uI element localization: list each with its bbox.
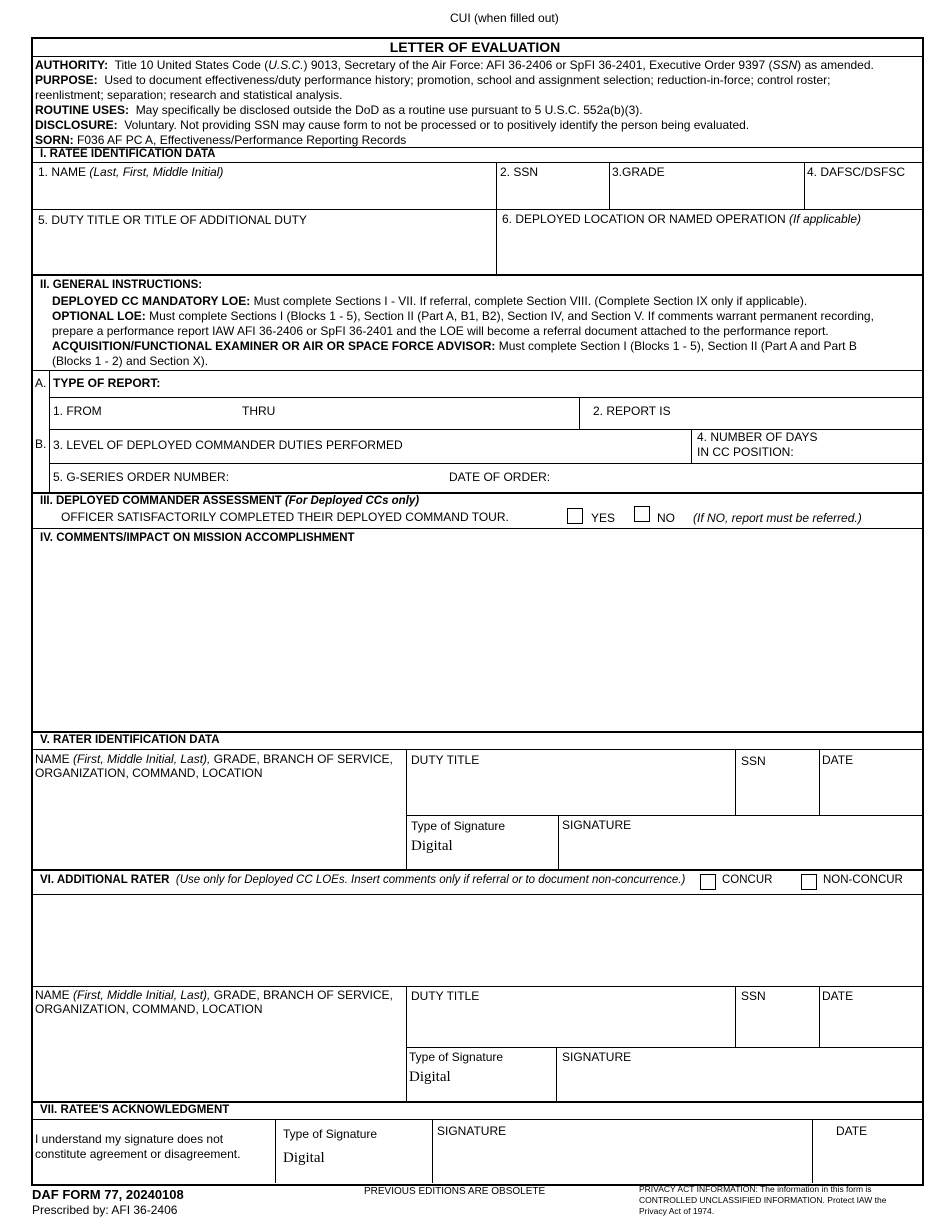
authority-label: AUTHORITY: (35, 58, 109, 72)
section-5-header: V. RATER IDENTIFICATION DATA (40, 734, 220, 746)
name-hint: (First, Middle Initial, Last), (73, 988, 211, 1002)
divider (735, 749, 736, 815)
divider (31, 528, 923, 529)
disclosure-label: DISCLOSURE: (35, 118, 118, 132)
instruction-label: DEPLOYED CC MANDATORY LOE: (52, 294, 251, 308)
section-3-title: III. DEPLOYED COMMANDER ASSESSMENT (40, 495, 282, 507)
duty-title-field[interactable]: 5. DUTY TITLE OR TITLE OF ADDITIONAL DUTY (38, 213, 307, 227)
sig-type-label: Type of Signature (283, 1127, 378, 1141)
order-date-field[interactable]: DATE OF ORDER: (449, 470, 551, 484)
add-rater-ssn-field[interactable]: SSN (741, 989, 766, 1003)
ratee-signature-field[interactable]: SIGNATURE (437, 1124, 507, 1138)
divider (31, 274, 923, 276)
statement-line-2: constitute agreement or disagreement. (35, 1147, 241, 1161)
concur-checkbox[interactable] (700, 874, 716, 890)
divider (31, 209, 923, 210)
section-1-header: I. RATEE IDENTIFICATION DATA (40, 148, 216, 160)
prescribed-by: Prescribed by: AFI 36-2406 (32, 1203, 178, 1217)
purpose-text-2: reenlistment; separation; research and statistical analysis. (35, 88, 343, 102)
deployed-location-hint: (If applicable) (788, 212, 861, 226)
days-label-1: 4. NUMBER OF DAYS (697, 430, 818, 444)
section-6-title: VI. ADDITIONAL RATER (40, 874, 170, 886)
no-label: NO (657, 511, 675, 525)
no-checkbox[interactable] (634, 506, 650, 522)
divider (804, 162, 805, 210)
name-label-2: GRADE, BRANCH OF SERVICE, (210, 988, 393, 1002)
name-label-3: ORGANIZATION, COMMAND, LOCATION (35, 766, 263, 780)
divider (819, 749, 820, 815)
authority-usc: U.S.C. (268, 58, 304, 72)
instruction-label: OPTIONAL LOE: (52, 309, 146, 323)
add-rater-name-field[interactable] (35, 988, 393, 1016)
divider (49, 397, 923, 398)
add-rater-sig-type-value[interactable]: Digital (409, 1069, 451, 1085)
instruction-text: Must complete Section I (Blocks 1 - 5), Section II (Part A and Part B (498, 339, 857, 353)
divider (49, 370, 50, 493)
divider (735, 986, 736, 1047)
section-6-header (40, 874, 685, 886)
comments-textarea[interactable] (33, 548, 921, 730)
routine-text: May specifically be disclosed outside the DoD as a routine use pursuant to 5 U.S.C. 552a(b)(3). (135, 103, 643, 117)
yes-checkbox[interactable] (567, 508, 583, 524)
divider (31, 749, 923, 750)
authority-text-2: ) 9013, Secretary of the Air Force: AFI 36-2406 or SpFI 36-2401, Executive Order 9397 ( (303, 58, 773, 72)
nonconcur-label: NON-CONCUR (823, 874, 903, 886)
sorn-text: F036 AF PC A, Effectiveness/Performance Reporting Records (77, 133, 407, 147)
divider (691, 429, 692, 463)
concur-label: CONCUR (722, 874, 773, 886)
deployed-location-field[interactable] (502, 212, 861, 226)
cui-marking: CUI (when filled out) (450, 11, 559, 25)
divider (406, 749, 407, 870)
sig-type-label: Type of Signature (411, 819, 506, 833)
days-in-cc-field[interactable] (697, 430, 817, 460)
ratee-name-field[interactable] (38, 165, 223, 179)
authority-ssn: SSN (772, 58, 798, 72)
thru-date-field[interactable]: THRU (242, 404, 276, 418)
divider (275, 1119, 276, 1183)
add-rater-duty-title-field[interactable]: DUTY TITLE (411, 989, 480, 1003)
divider (31, 56, 923, 57)
additional-rater-comments[interactable] (33, 896, 921, 984)
authority-text-3: ) as amended. (797, 58, 874, 72)
rater-name-field[interactable] (35, 752, 393, 780)
privacy-act-info (639, 1184, 886, 1217)
sig-type-label: Type of Signature (409, 1050, 504, 1064)
report-is-field[interactable]: 2. REPORT IS (593, 404, 671, 418)
acknowledgment-statement (35, 1132, 240, 1162)
name-label-3: ORGANIZATION, COMMAND, LOCATION (35, 1002, 263, 1016)
obsolete-notice: PREVIOUS EDITIONS ARE OBSOLETE (364, 1186, 546, 1197)
tour-question: OFFICER SATISFACTORILY COMPLETED THEIR DEPLOYED COMMAND TOUR. (61, 510, 509, 524)
section-3-hint: (For Deployed CCs only) (284, 495, 420, 507)
divider (31, 492, 923, 494)
ratee-name-label: 1. NAME (38, 165, 87, 179)
referral-note: (If NO, report must be referred.) (693, 511, 862, 525)
divider (432, 1119, 433, 1183)
section-6-hint: (Use only for Deployed CC LOEs. Insert comments only if referral or to document non-concurrence.) (175, 874, 686, 886)
divider (31, 1119, 923, 1120)
divider (812, 1119, 813, 1183)
rater-duty-title-field[interactable]: DUTY TITLE (411, 753, 480, 767)
nonconcur-checkbox[interactable] (801, 874, 817, 890)
divider (406, 986, 407, 1102)
ratee-name-hint: (Last, First, Middle Initial) (89, 165, 224, 179)
rater-sig-type-value[interactable]: Digital (411, 838, 453, 854)
divider (819, 986, 820, 1047)
divider (31, 370, 923, 371)
privacy-line-1: PRIVACY ACT INFORMATION: The information in this form is (639, 1184, 872, 1194)
part-b-label: B. (35, 437, 47, 451)
name-hint: (First, Middle Initial, Last), (73, 752, 211, 766)
name-label-2: GRADE, BRANCH OF SERVICE, (210, 752, 393, 766)
privacy-line-3: Privacy Act of 1974. (639, 1206, 715, 1216)
ratee-ssn-field[interactable]: 2. SSN (500, 165, 539, 179)
from-date-field[interactable]: 1. FROM (53, 404, 102, 418)
sorn-label: SORN: (35, 133, 74, 147)
ratee-grade-field[interactable]: 3.GRADE (612, 165, 665, 179)
form-number: DAF FORM 77, 20240108 (32, 1187, 184, 1202)
disclosure-text: Voluntary. Not providing SSN may cause form to not be processed or to positively identify the person being evaluated. (124, 118, 750, 132)
divider (406, 1047, 923, 1048)
cc-duty-level-field[interactable]: 3. LEVEL OF DEPLOYED COMMANDER DUTIES PERFORMED (53, 438, 403, 452)
rater-ssn-field[interactable]: SSN (741, 754, 766, 768)
divider (579, 397, 580, 429)
section-3-header (40, 495, 419, 507)
instruction-text: Must complete Sections I (Blocks 1 - 5), Section II (Part A, B1, B2), Section IV, and Section V. If comments warrant permanent recording, (149, 309, 874, 323)
divider (609, 162, 610, 210)
instruction-text: prepare a performance report IAW AFI 36-2406 or SpFI 36-2401 and the LOE will become a referral document attached to the performance report. (52, 324, 829, 338)
instruction-text: (Blocks 1 - 2) and Section X). (52, 354, 209, 368)
name-label: NAME (35, 988, 74, 1002)
divider (31, 894, 923, 895)
divider (31, 162, 923, 163)
part-a-label: A. (35, 376, 47, 390)
rater-date-field[interactable]: DATE (822, 753, 854, 767)
form-title: LETTER OF EVALUATION (389, 39, 561, 55)
purpose-label: PURPOSE: (35, 73, 98, 87)
divider (31, 1101, 923, 1103)
divider (558, 815, 559, 870)
purpose-text: Used to document effectiveness/duty performance history; promotion, school and assignment selection; reduction-in-force; control roster; (104, 73, 831, 87)
divider (406, 815, 923, 816)
ratee-dafsc-field[interactable]: 4. DAFSC/DSFSC (807, 165, 906, 179)
privacy-line-2: CONTROLLED UNCLASSIFIED INFORMATION. Protect IAW the (639, 1195, 887, 1205)
divider (49, 463, 923, 464)
order-number-field[interactable]: 5. G-SERIES ORDER NUMBER: (53, 470, 230, 484)
instruction-text: Must complete Sections I - VII. If referral, complete Section VIII. (Complete Section IX only if applicable). (253, 294, 808, 308)
section-2-header: II. GENERAL INSTRUCTIONS: (40, 279, 203, 291)
ratee-sig-type-value[interactable]: Digital (283, 1150, 325, 1166)
add-rater-date-field[interactable]: DATE (822, 989, 854, 1003)
name-label: NAME (35, 752, 74, 766)
divider (31, 731, 923, 733)
divider (31, 986, 923, 987)
yes-label: YES (591, 511, 616, 525)
ratee-date-field[interactable]: DATE (836, 1124, 868, 1138)
divider (556, 1047, 557, 1102)
add-rater-signature-field[interactable]: SIGNATURE (562, 1050, 632, 1064)
statement-line-1: I understand my signature does not (35, 1132, 224, 1146)
routine-label: ROUTINE USES: (35, 103, 130, 117)
days-label-2: IN CC POSITION: (697, 445, 794, 459)
section-7-header: VII. RATEE'S ACKNOWLEDGMENT (40, 1104, 230, 1116)
instruction-label: ACQUISITION/FUNCTIONAL EXAMINER OR AIR OR SPACE FORCE ADVISOR: (52, 339, 496, 353)
authority-text: Title 10 United States Code ( (114, 58, 269, 72)
type-of-report-field[interactable]: TYPE OF REPORT: (53, 376, 161, 390)
deployed-location-label: 6. DEPLOYED LOCATION OR NAMED OPERATION (502, 212, 786, 226)
rater-signature-field[interactable]: SIGNATURE (562, 818, 632, 832)
divider (31, 869, 923, 871)
divider (496, 162, 497, 275)
section-4-header: IV. COMMENTS/IMPACT ON MISSION ACCOMPLISHMENT (40, 532, 355, 544)
